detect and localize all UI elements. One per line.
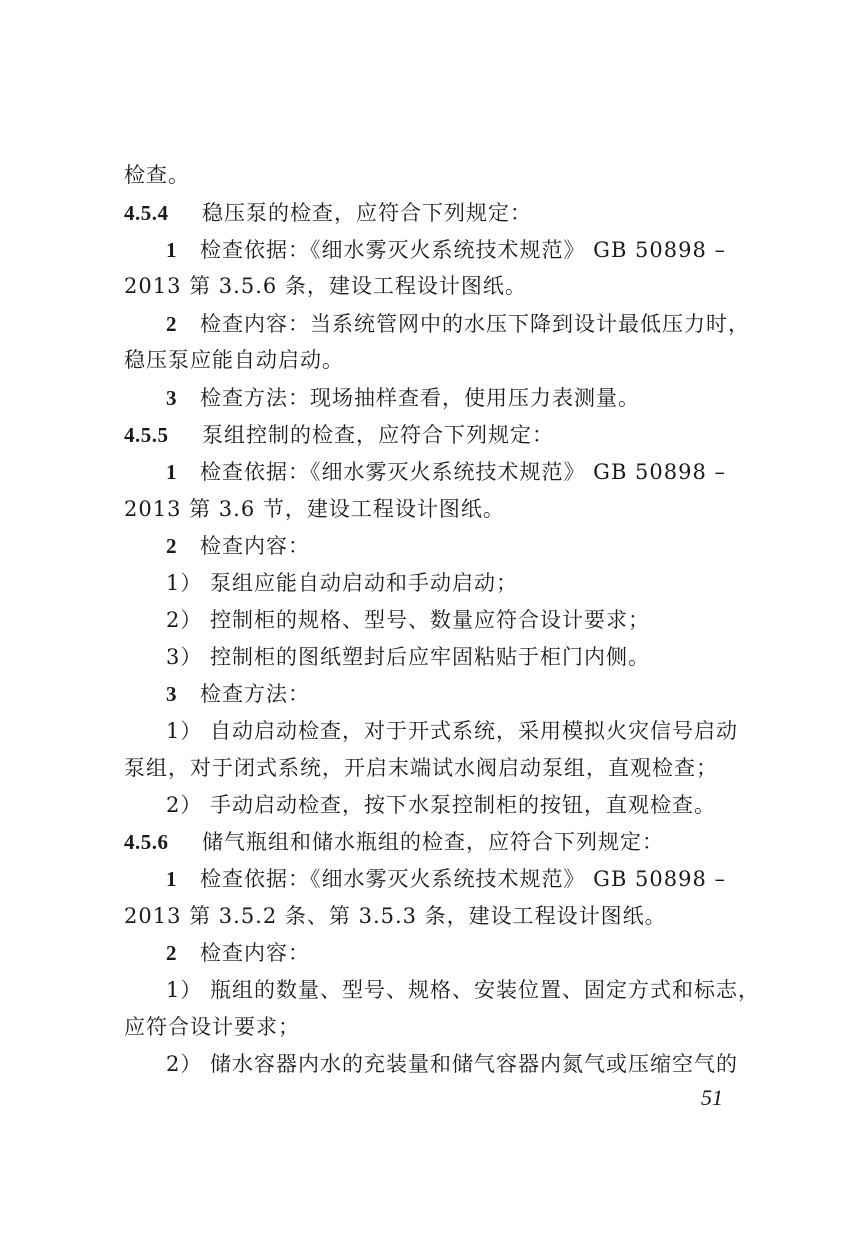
section-title: 泵组控制的检查，应符合下列规定： — [202, 423, 554, 447]
text-line: 2013 第 3.5.6 条，建设工程设计图纸。 — [124, 274, 527, 298]
text-line: 应符合设计要求； — [124, 1015, 300, 1039]
sub-list-item: 1） 泵组应能自动启动和手动启动； — [166, 571, 519, 595]
item-number: 1 — [166, 238, 177, 262]
item-text: 检查依据：《细水雾灭火系统技术规范》 GB 50898 – — [200, 238, 727, 262]
list-item — [166, 865, 726, 893]
list-item — [166, 384, 640, 412]
sub-list-item: 2） 控制柜的规格、型号、数量应符合设计要求； — [166, 608, 651, 632]
sub-list-item: 2） 手动启动检查，按下水泵控制柜的按钮，直观检查。 — [166, 793, 717, 817]
item-text: 检查方法： — [200, 682, 310, 706]
item-text: 检查依据：《细水雾灭火系统技术规范》 GB 50898 – — [200, 867, 727, 891]
text-line: 2013 第 3.6 节，建设工程设计图纸。 — [124, 497, 505, 521]
item-text: 检查方法：现场抽样查看，使用压力表测量。 — [200, 386, 640, 410]
item-number: 1 — [166, 460, 177, 484]
list-item — [166, 532, 310, 560]
item-text: 检查内容： — [200, 941, 310, 965]
list-item — [166, 236, 726, 264]
sub-list-item: 3） 控制柜的图纸塑封后应牢固粘贴于柜门内侧。 — [166, 645, 651, 669]
item-number: 2 — [166, 534, 177, 558]
section-title: 储气瓶组和储水瓶组的检查，应符合下列规定： — [202, 830, 664, 854]
sub-list-item: 1） 瓶组的数量、型号、规格、安装位置、固定方式和标志， — [166, 978, 761, 1002]
list-item — [166, 939, 310, 967]
page-number: 51 — [701, 1085, 723, 1110]
sub-list-item: 2） 储水容器内水的充装量和储气容器内氮气或压缩空气的 — [166, 1052, 739, 1076]
text-line: 泵组，对于闭式系统，开启末端试水阀启动泵组，直观检查； — [124, 756, 718, 780]
item-number: 3 — [166, 386, 177, 410]
item-number: 3 — [166, 682, 177, 706]
text-line: 2013 第 3.5.2 条、第 3.5.3 条，建设工程设计图纸。 — [124, 904, 667, 928]
list-item — [166, 680, 310, 708]
section-title: 稳压泵的检查，应符合下列规定： — [202, 201, 532, 225]
section-number: 4.5.6 — [124, 830, 169, 854]
item-number: 1 — [166, 867, 177, 891]
sub-list-item: 1） 自动启动检查，对于开式系统，采用模拟火灾信号启动 — [166, 719, 739, 743]
item-text: 检查内容：当系统管网中的水压下降到设计最低压力时， — [200, 312, 750, 336]
item-text: 检查内容： — [200, 534, 310, 558]
item-text: 检查依据：《细水雾灭火系统技术规范》 GB 50898 – — [200, 460, 727, 484]
item-number: 2 — [166, 312, 177, 336]
list-item — [166, 458, 726, 486]
text-line: 稳压泵应能自动启动。 — [124, 348, 344, 372]
list-item — [166, 310, 750, 338]
section-heading-4-5-5 — [124, 421, 554, 449]
section-heading-4-5-6 — [124, 828, 664, 856]
section-number: 4.5.4 — [124, 201, 169, 225]
section-number: 4.5.5 — [124, 423, 169, 447]
text-line: 检查。 — [124, 163, 190, 187]
section-heading-4-5-4 — [124, 199, 532, 227]
item-number: 2 — [166, 941, 177, 965]
